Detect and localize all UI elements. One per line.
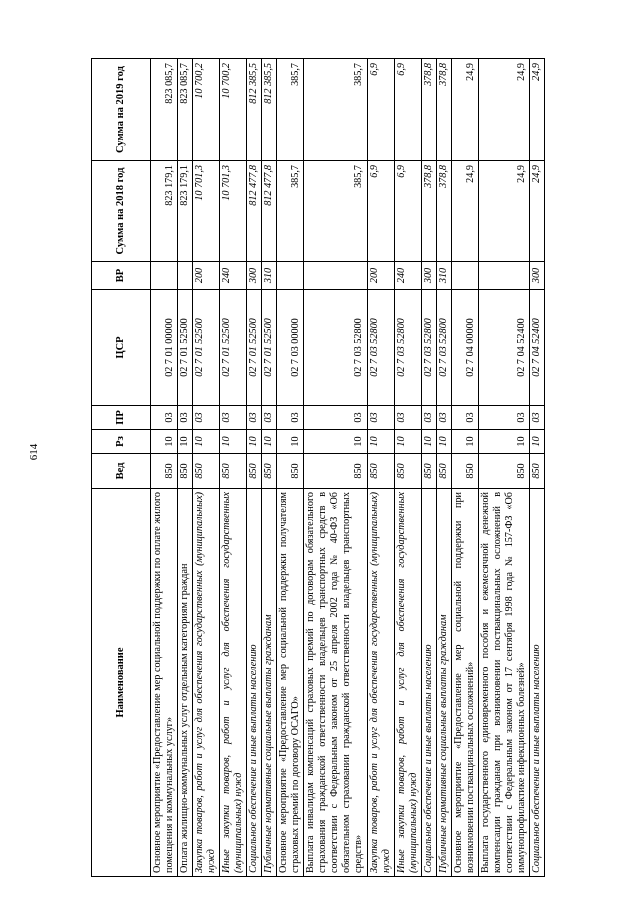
cell-vr: 300	[421, 262, 436, 290]
cell-ved: 850	[193, 454, 220, 489]
cell-rz: 10	[394, 430, 421, 454]
cell-sum-2019: 823 085,7	[178, 59, 193, 161]
cell-csr: 02 7 01 52500	[193, 290, 220, 406]
cell-ved: 850	[151, 454, 178, 489]
cell-pr: 03	[151, 406, 178, 430]
cell-rz: 10	[436, 430, 451, 454]
cell-sum-2018: 385,7	[277, 161, 304, 262]
cell-vr: 310	[262, 262, 277, 290]
cell-pr: 03	[421, 406, 436, 430]
cell-rz: 10	[178, 430, 193, 454]
table-row	[178, 59, 193, 877]
cell-vr	[151, 262, 178, 290]
cell-rz: 10	[529, 430, 544, 454]
col-header-pr: ПР	[92, 406, 151, 430]
cell-rz: 10	[421, 430, 436, 454]
cell-pr: 03	[304, 406, 367, 430]
cell-sum-2019: 378,8	[421, 59, 436, 161]
cell-sum-2018: 812 477,8	[247, 161, 262, 262]
table-row	[367, 59, 394, 877]
page-number: 614	[28, 443, 40, 461]
cell-csr: 02 7 03 00000	[277, 290, 304, 406]
cell-sum-2019: 812 385,5	[247, 59, 262, 161]
cell-pr: 03	[247, 406, 262, 430]
cell-name: Публичные нормативные социальные выплаты гражданам	[436, 489, 451, 877]
cell-sum-2019: 24,9	[478, 59, 529, 161]
cell-ved: 850	[220, 454, 247, 489]
cell-pr: 03	[436, 406, 451, 430]
cell-sum-2018: 24,9	[529, 161, 544, 262]
col-header-csr: ЦСР	[92, 290, 151, 406]
cell-name: Закупка товаров, работ и услуг для обеспечения государственных (муниципальных) нужд	[367, 489, 394, 877]
cell-sum-2018: 378,8	[421, 161, 436, 262]
cell-pr: 03	[277, 406, 304, 430]
cell-csr: 02 7 01 52500	[220, 290, 247, 406]
cell-name: Основное мероприятие «Предоставление мер социальной поддержки при возникновении поствакцинальных осложнений»	[451, 489, 478, 877]
cell-sum-2019: 6,9	[394, 59, 421, 161]
cell-sum-2018: 812 477,8	[262, 161, 277, 262]
table-row	[451, 59, 478, 877]
cell-ved: 850	[277, 454, 304, 489]
cell-csr: 02 7 04 52400	[478, 290, 529, 406]
cell-ved: 850	[367, 454, 394, 489]
cell-pr: 03	[262, 406, 277, 430]
cell-ved: 850	[478, 454, 529, 489]
cell-name: Выплата инвалидам компенсаций страховых премий по договорам обязательного страхования гражданской ответственности владельцев транспортных средств в соответствии с Федеральным законом от 25 апреля 2002 года № 40-ФЗ «Об обязательном страховании гражданской ответственности владельцев транспортных средств»	[304, 489, 367, 877]
cell-rz: 10	[262, 430, 277, 454]
cell-csr: 02 7 04 00000	[451, 290, 478, 406]
table-body	[151, 59, 545, 877]
col-header-sum-2018: Сумма на 2018 год	[92, 161, 151, 262]
col-header-sum-2019: Сумма на 2019 год	[92, 59, 151, 161]
cell-vr: 310	[436, 262, 451, 290]
cell-vr: 200	[367, 262, 394, 290]
cell-sum-2018: 10 701,3	[220, 161, 247, 262]
cell-vr	[178, 262, 193, 290]
cell-csr: 02 7 04 52400	[529, 290, 544, 406]
table-header-row	[92, 59, 151, 877]
cell-sum-2018: 385,7	[304, 161, 367, 262]
cell-name: Социальное обеспечение и иные выплаты населению	[421, 489, 436, 877]
col-header-rz: Рз	[92, 430, 151, 454]
cell-sum-2018: 823 179,1	[178, 161, 193, 262]
cell-sum-2019: 6,9	[367, 59, 394, 161]
cell-rz: 10	[478, 430, 529, 454]
cell-ved: 850	[394, 454, 421, 489]
cell-name: Выплата государственного единовременного пособия и ежемесячной денежной компенсации гражданам при возникновении поствакцинальных осложнений в соответствии с Федеральным законом от 17 сентября 1998 года № 157-ФЗ «Об иммунопрофилактике инфекционных болезней»	[478, 489, 529, 877]
cell-pr: 03	[220, 406, 247, 430]
cell-pr: 03	[178, 406, 193, 430]
cell-sum-2019: 24,9	[529, 59, 544, 161]
cell-rz: 10	[193, 430, 220, 454]
cell-pr: 03	[394, 406, 421, 430]
table-row	[151, 59, 178, 877]
table-row	[529, 59, 544, 877]
table-row	[436, 59, 451, 877]
cell-csr: 02 7 01 52500	[247, 290, 262, 406]
cell-vr	[277, 262, 304, 290]
budget-table	[91, 58, 545, 877]
cell-sum-2019: 812 385,5	[262, 59, 277, 161]
cell-csr: 02 7 01 52500	[262, 290, 277, 406]
cell-sum-2019: 385,7	[277, 59, 304, 161]
cell-sum-2019: 823 085,7	[151, 59, 178, 161]
cell-pr: 03	[367, 406, 394, 430]
cell-ved: 850	[247, 454, 262, 489]
cell-name: Иные закупки товаров, работ и услуг для обеспечения государственных (муниципальных) нужд	[394, 489, 421, 877]
cell-vr	[304, 262, 367, 290]
cell-pr: 03	[451, 406, 478, 430]
table-row	[220, 59, 247, 877]
cell-rz: 10	[247, 430, 262, 454]
cell-vr: 200	[193, 262, 220, 290]
cell-ved: 850	[178, 454, 193, 489]
cell-name: Публичные нормативные социальные выплаты гражданам	[262, 489, 277, 877]
table-row	[421, 59, 436, 877]
col-header-name: Наименование	[92, 489, 151, 877]
table-row	[304, 59, 367, 877]
cell-vr: 300	[529, 262, 544, 290]
cell-csr: 02 7 03 52800	[394, 290, 421, 406]
cell-rz: 10	[151, 430, 178, 454]
cell-sum-2018: 24,9	[478, 161, 529, 262]
table-row	[262, 59, 277, 877]
cell-rz: 10	[220, 430, 247, 454]
cell-ved: 850	[421, 454, 436, 489]
cell-pr: 03	[529, 406, 544, 430]
cell-csr: 02 7 03 52800	[367, 290, 394, 406]
cell-name: Социальное обеспечение и иные выплаты населению	[247, 489, 262, 877]
cell-pr: 03	[193, 406, 220, 430]
cell-sum-2018: 10 701,3	[193, 161, 220, 262]
rotated-page	[91, 59, 607, 877]
cell-csr: 02 7 01 00000	[151, 290, 178, 406]
cell-sum-2018: 823 179,1	[151, 161, 178, 262]
cell-name: Социальное обеспечение и иные выплаты населению	[529, 489, 544, 877]
col-header-ved: Вед	[92, 454, 151, 489]
cell-name: Иные закупки товаров, работ и услуг для обеспечения государственных (муниципальных) нужд	[220, 489, 247, 877]
table-row	[277, 59, 304, 877]
cell-vr	[478, 262, 529, 290]
cell-rz: 10	[451, 430, 478, 454]
table-row	[478, 59, 529, 877]
cell-vr: 240	[394, 262, 421, 290]
cell-ved: 850	[451, 454, 478, 489]
cell-sum-2019: 24,9	[451, 59, 478, 161]
cell-csr: 02 7 01 52500	[178, 290, 193, 406]
cell-pr: 03	[478, 406, 529, 430]
cell-rz: 10	[304, 430, 367, 454]
cell-ved: 850	[529, 454, 544, 489]
cell-csr: 02 7 03 52800	[436, 290, 451, 406]
cell-ved: 850	[262, 454, 277, 489]
cell-csr: 02 7 03 52800	[421, 290, 436, 406]
cell-name: Основное мероприятие «Предоставление мер социальной поддержки получателям страховых премий по договору ОСАГО»	[277, 489, 304, 877]
cell-vr: 240	[220, 262, 247, 290]
cell-sum-2019: 10 700,2	[193, 59, 220, 161]
cell-vr	[451, 262, 478, 290]
cell-sum-2019: 378,8	[436, 59, 451, 161]
cell-sum-2018: 6,9	[394, 161, 421, 262]
cell-vr: 300	[247, 262, 262, 290]
cell-csr: 02 7 03 52800	[304, 290, 367, 406]
cell-ved: 850	[436, 454, 451, 489]
cell-sum-2018: 378,8	[436, 161, 451, 262]
cell-name: Оплата жилищно-коммунальных услуг отдельным категориям граждан	[178, 489, 193, 877]
cell-name: Основное мероприятие «Предоставление мер социальной поддержки по оплате жилого помещения и коммунальных услуг»	[151, 489, 178, 877]
cell-sum-2018: 6,9	[367, 161, 394, 262]
cell-sum-2018: 24,9	[451, 161, 478, 262]
table-row	[193, 59, 220, 877]
col-header-vr: ВР	[92, 262, 151, 290]
table-row	[247, 59, 262, 877]
table-row	[394, 59, 421, 877]
cell-sum-2019: 10 700,2	[220, 59, 247, 161]
cell-rz: 10	[367, 430, 394, 454]
cell-ved: 850	[304, 454, 367, 489]
cell-rz: 10	[277, 430, 304, 454]
cell-name: Закупка товаров, работ и услуг для обеспечения государственных (муниципальных) нужд	[193, 489, 220, 877]
cell-sum-2019: 385,7	[304, 59, 367, 161]
